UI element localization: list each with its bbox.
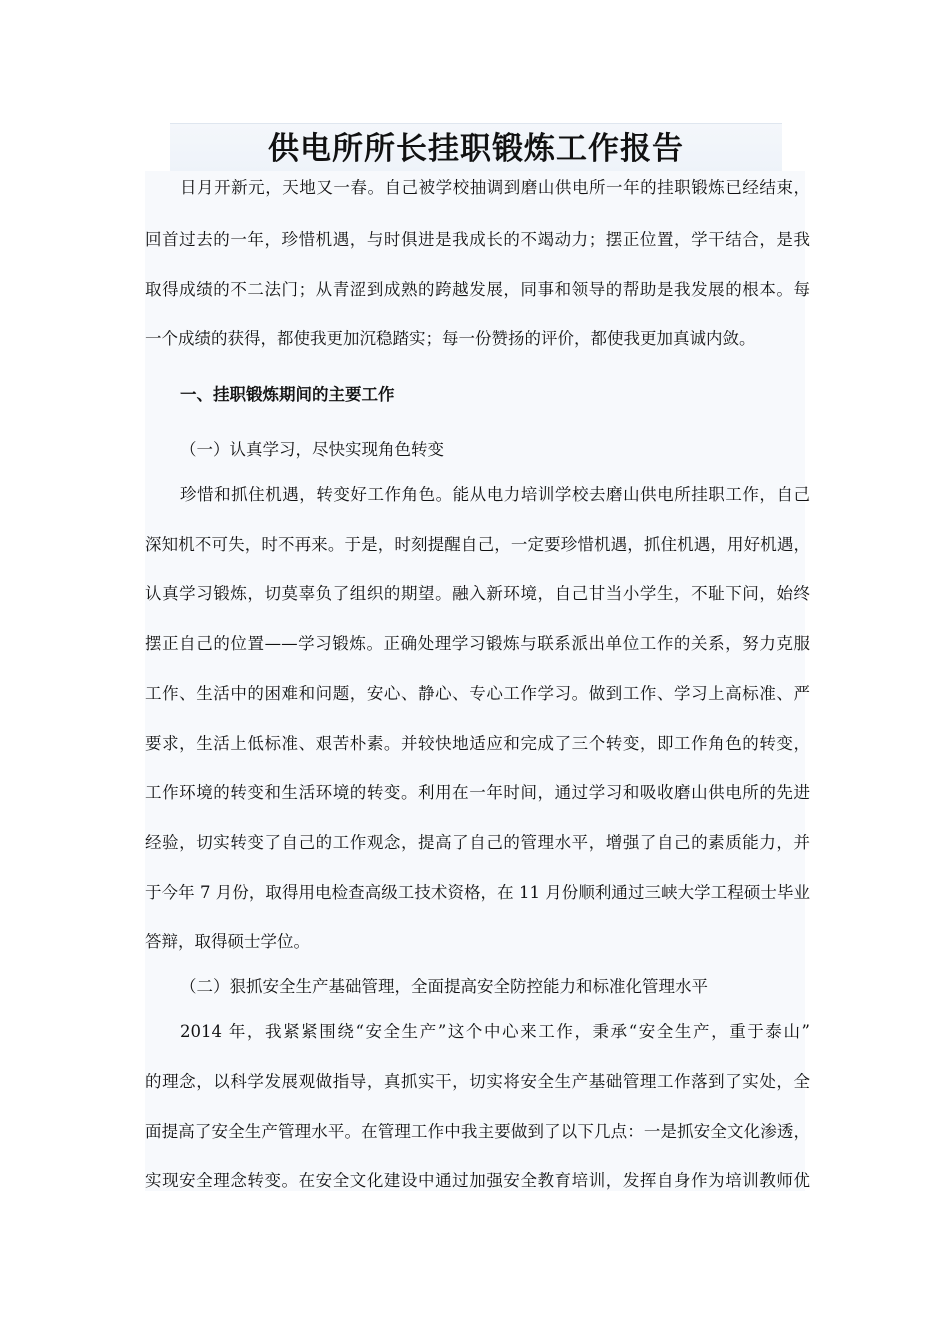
section-heading: 一、挂职锻炼期间的主要工作: [180, 385, 395, 404]
subsection-heading: （二）狠抓安全生产基础管理，全面提高安全防控能力和标准化管理水平: [180, 977, 708, 996]
paragraph-line: 2014 年，我紧紧围绕“安全生产”这个中心来工作，秉承“安全生产，重于泰山”: [180, 1022, 810, 1041]
paragraph-line: 要求，生活上低标准、艰苦朴素。并较快地适应和完成了三个转变，即工作角色的转变，: [145, 734, 810, 753]
paragraph-line: 回首过去的一年，珍惜机遇，与时俱进是我成长的不竭动力；摆正位置，学干结合，是我: [145, 230, 810, 249]
paragraph-line: 取得成绩的不二法门；从青涩到成熟的跨越发展，同事和领导的帮助是我发展的根本。每: [145, 280, 810, 299]
subsection-heading: （一）认真学习，尽快实现角色转变: [180, 440, 444, 459]
paragraph-line: 面提高了安全生产管理水平。在管理工作中我主要做到了以下几点：一是抓安全文化渗透，: [145, 1122, 810, 1141]
paragraph-line: 于今年 7 月份，取得用电检查高级工技术资格，在 11 月份顺利通过三峡大学工程硕士毕业: [145, 883, 810, 902]
paragraph-line: 一个成绩的获得，都使我更加沉稳踏实；每一份赞扬的评价，都使我更加真诚内敛。: [145, 329, 756, 348]
paragraph-line: 答辩，取得硕士学位。: [145, 932, 310, 951]
paragraph-line: 珍惜和抓住机遇，转变好工作角色。能从电力培训学校去磨山供电所挂职工作，自己: [180, 485, 810, 504]
paragraph-line: 摆正自己的位置——学习锻炼。正确处理学习锻炼与联系派出单位工作的关系，努力克服: [145, 634, 810, 653]
paragraph-line: 经验，切实转变了自己的工作观念，提高了自己的管理水平，增强了自己的素质能力，并: [145, 833, 810, 852]
paragraph-line: 实现安全理念转变。在安全文化建设中通过加强安全教育培训，发挥自身作为培训教师优: [145, 1171, 810, 1190]
paragraph-line: 工作、生活中的困难和问题，安心、静心、专心工作学习。做到工作、学习上高标准、严: [145, 684, 810, 703]
paragraph-line: 的理念，以科学发展观做指导，真抓实干，切实将安全生产基础管理工作落到了实处，全: [145, 1072, 810, 1091]
paragraph-line: 日月开新元，天地又一春。自己被学校抽调到磨山供电所一年的挂职锻炼已经结束，: [180, 178, 810, 197]
document-title: 供电所所长挂职锻炼工作报告: [268, 131, 684, 167]
paragraph-line: 深知机不可失，时不再来。于是，时刻提醒自己，一定要珍惜机遇，抓住机遇，用好机遇，: [145, 535, 810, 554]
paragraph-line: 认真学习锻炼，切莫辜负了组织的期望。融入新环境，自己甘当小学生，不耻下问，始终: [145, 584, 810, 603]
paragraph-line: 工作环境的转变和生活环境的转变。利用在一年时间，通过学习和吸收磨山供电所的先进: [145, 783, 810, 802]
